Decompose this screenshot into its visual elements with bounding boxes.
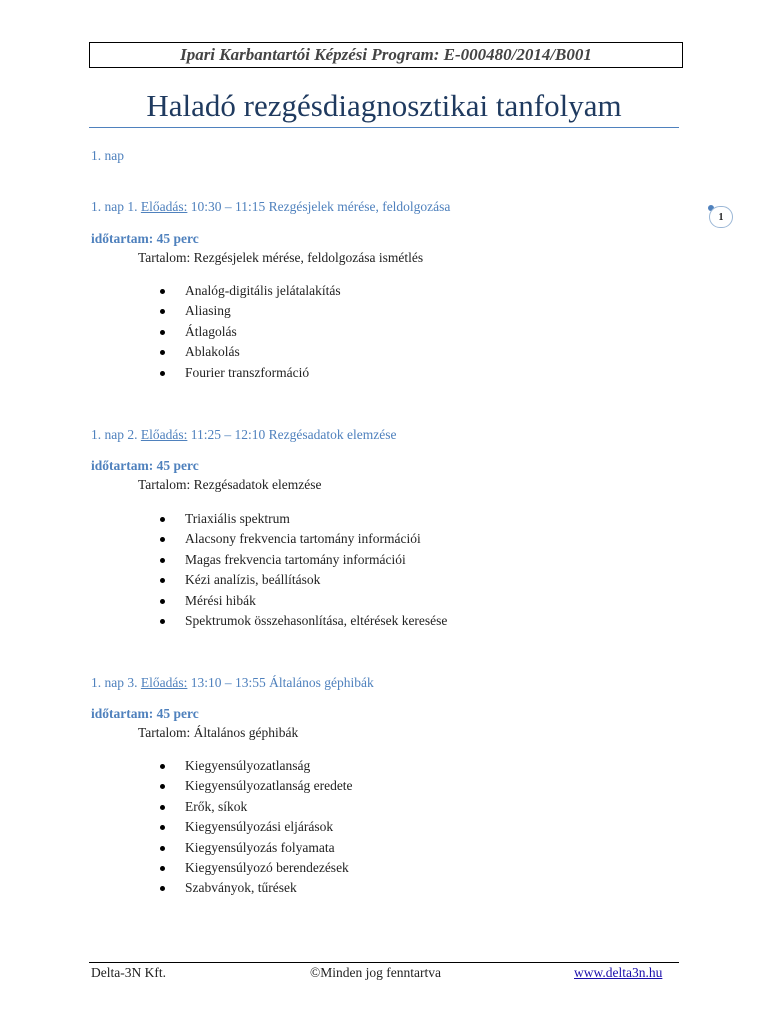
session-prefix: 1. nap 3. — [91, 675, 138, 690]
session-prefix: 1. nap 1. — [91, 199, 138, 214]
footer-company: Delta-3N Kft. — [91, 965, 166, 980]
session-kind: Előadás: — [140, 199, 188, 214]
program-header: Ipari Karbantartói Képzési Program: E-000480/2014/B001 — [89, 42, 683, 68]
session-2-duration: időtartam: 45 perc — [91, 458, 199, 473]
session-1-duration: időtartam: 45 perc — [91, 231, 199, 246]
list-item: Erők, síkok — [138, 797, 353, 817]
page-number-badge: 1 — [709, 206, 733, 228]
list-item: Ablakolás — [138, 342, 341, 362]
list-item: Átlagolás — [138, 322, 341, 342]
day-heading: 1. nap — [91, 148, 124, 163]
list-item: Kézi analízis, beállítások — [138, 570, 447, 590]
footer-divider — [89, 962, 679, 963]
list-item: Analóg-digitális jelátalakítás — [138, 281, 341, 301]
list-item: Kiegyensúlyozó berendezések — [138, 858, 353, 878]
session-3-topic-list — [138, 756, 353, 899]
title-divider — [89, 127, 679, 128]
session-kind: Előadás: — [140, 675, 188, 690]
session-time-topic: 11:25 – 12:10 Rezgésadatok elemzése — [190, 427, 397, 442]
page-title: Haladó rezgésdiagnosztikai tanfolyam — [146, 88, 622, 123]
list-item: Mérési hibák — [138, 591, 447, 611]
list-item: Triaxiális spektrum — [138, 509, 447, 529]
session-3-duration: időtartam: 45 perc — [91, 706, 199, 721]
list-item: Kiegyensúlyozatlanság — [138, 756, 353, 776]
session-2-heading — [91, 427, 396, 443]
session-time-topic: 10:30 – 11:15 Rezgésjelek mérése, feldolgozása — [190, 199, 451, 214]
list-item: Aliasing — [138, 301, 341, 321]
session-prefix: 1. nap 2. — [91, 427, 138, 442]
session-1-content: Tartalom: Rezgésjelek mérése, feldolgozása ismétlés — [138, 250, 424, 265]
list-item: Szabványok, tűrések — [138, 878, 353, 898]
session-kind: Előadás: — [140, 427, 188, 442]
list-item: Fourier transzformáció — [138, 363, 341, 383]
list-item: Kiegyensúlyozási eljárások — [138, 817, 353, 837]
session-3-content: Tartalom: Általános géphibák — [138, 725, 299, 740]
session-3-heading — [91, 675, 374, 691]
list-item: Kiegyensúlyozás folyamata — [138, 838, 353, 858]
session-1-topic-list — [138, 281, 341, 383]
footer-website-link[interactable]: www.delta3n.hu — [574, 965, 663, 980]
list-item: Spektrumok összehasonlítása, eltérések keresése — [138, 611, 447, 631]
list-item: Kiegyensúlyozatlanság eredete — [138, 776, 353, 796]
session-1-heading — [91, 199, 450, 215]
session-2-content: Tartalom: Rezgésadatok elemzése — [138, 477, 322, 492]
list-item: Alacsony frekvencia tartomány információi — [138, 529, 447, 549]
list-item: Magas frekvencia tartomány információi — [138, 550, 447, 570]
session-2-topic-list — [138, 509, 447, 631]
footer-rights: ©Minden jog fenntartva — [310, 965, 441, 980]
session-time-topic: 13:10 – 13:55 Általános géphibák — [190, 675, 374, 690]
